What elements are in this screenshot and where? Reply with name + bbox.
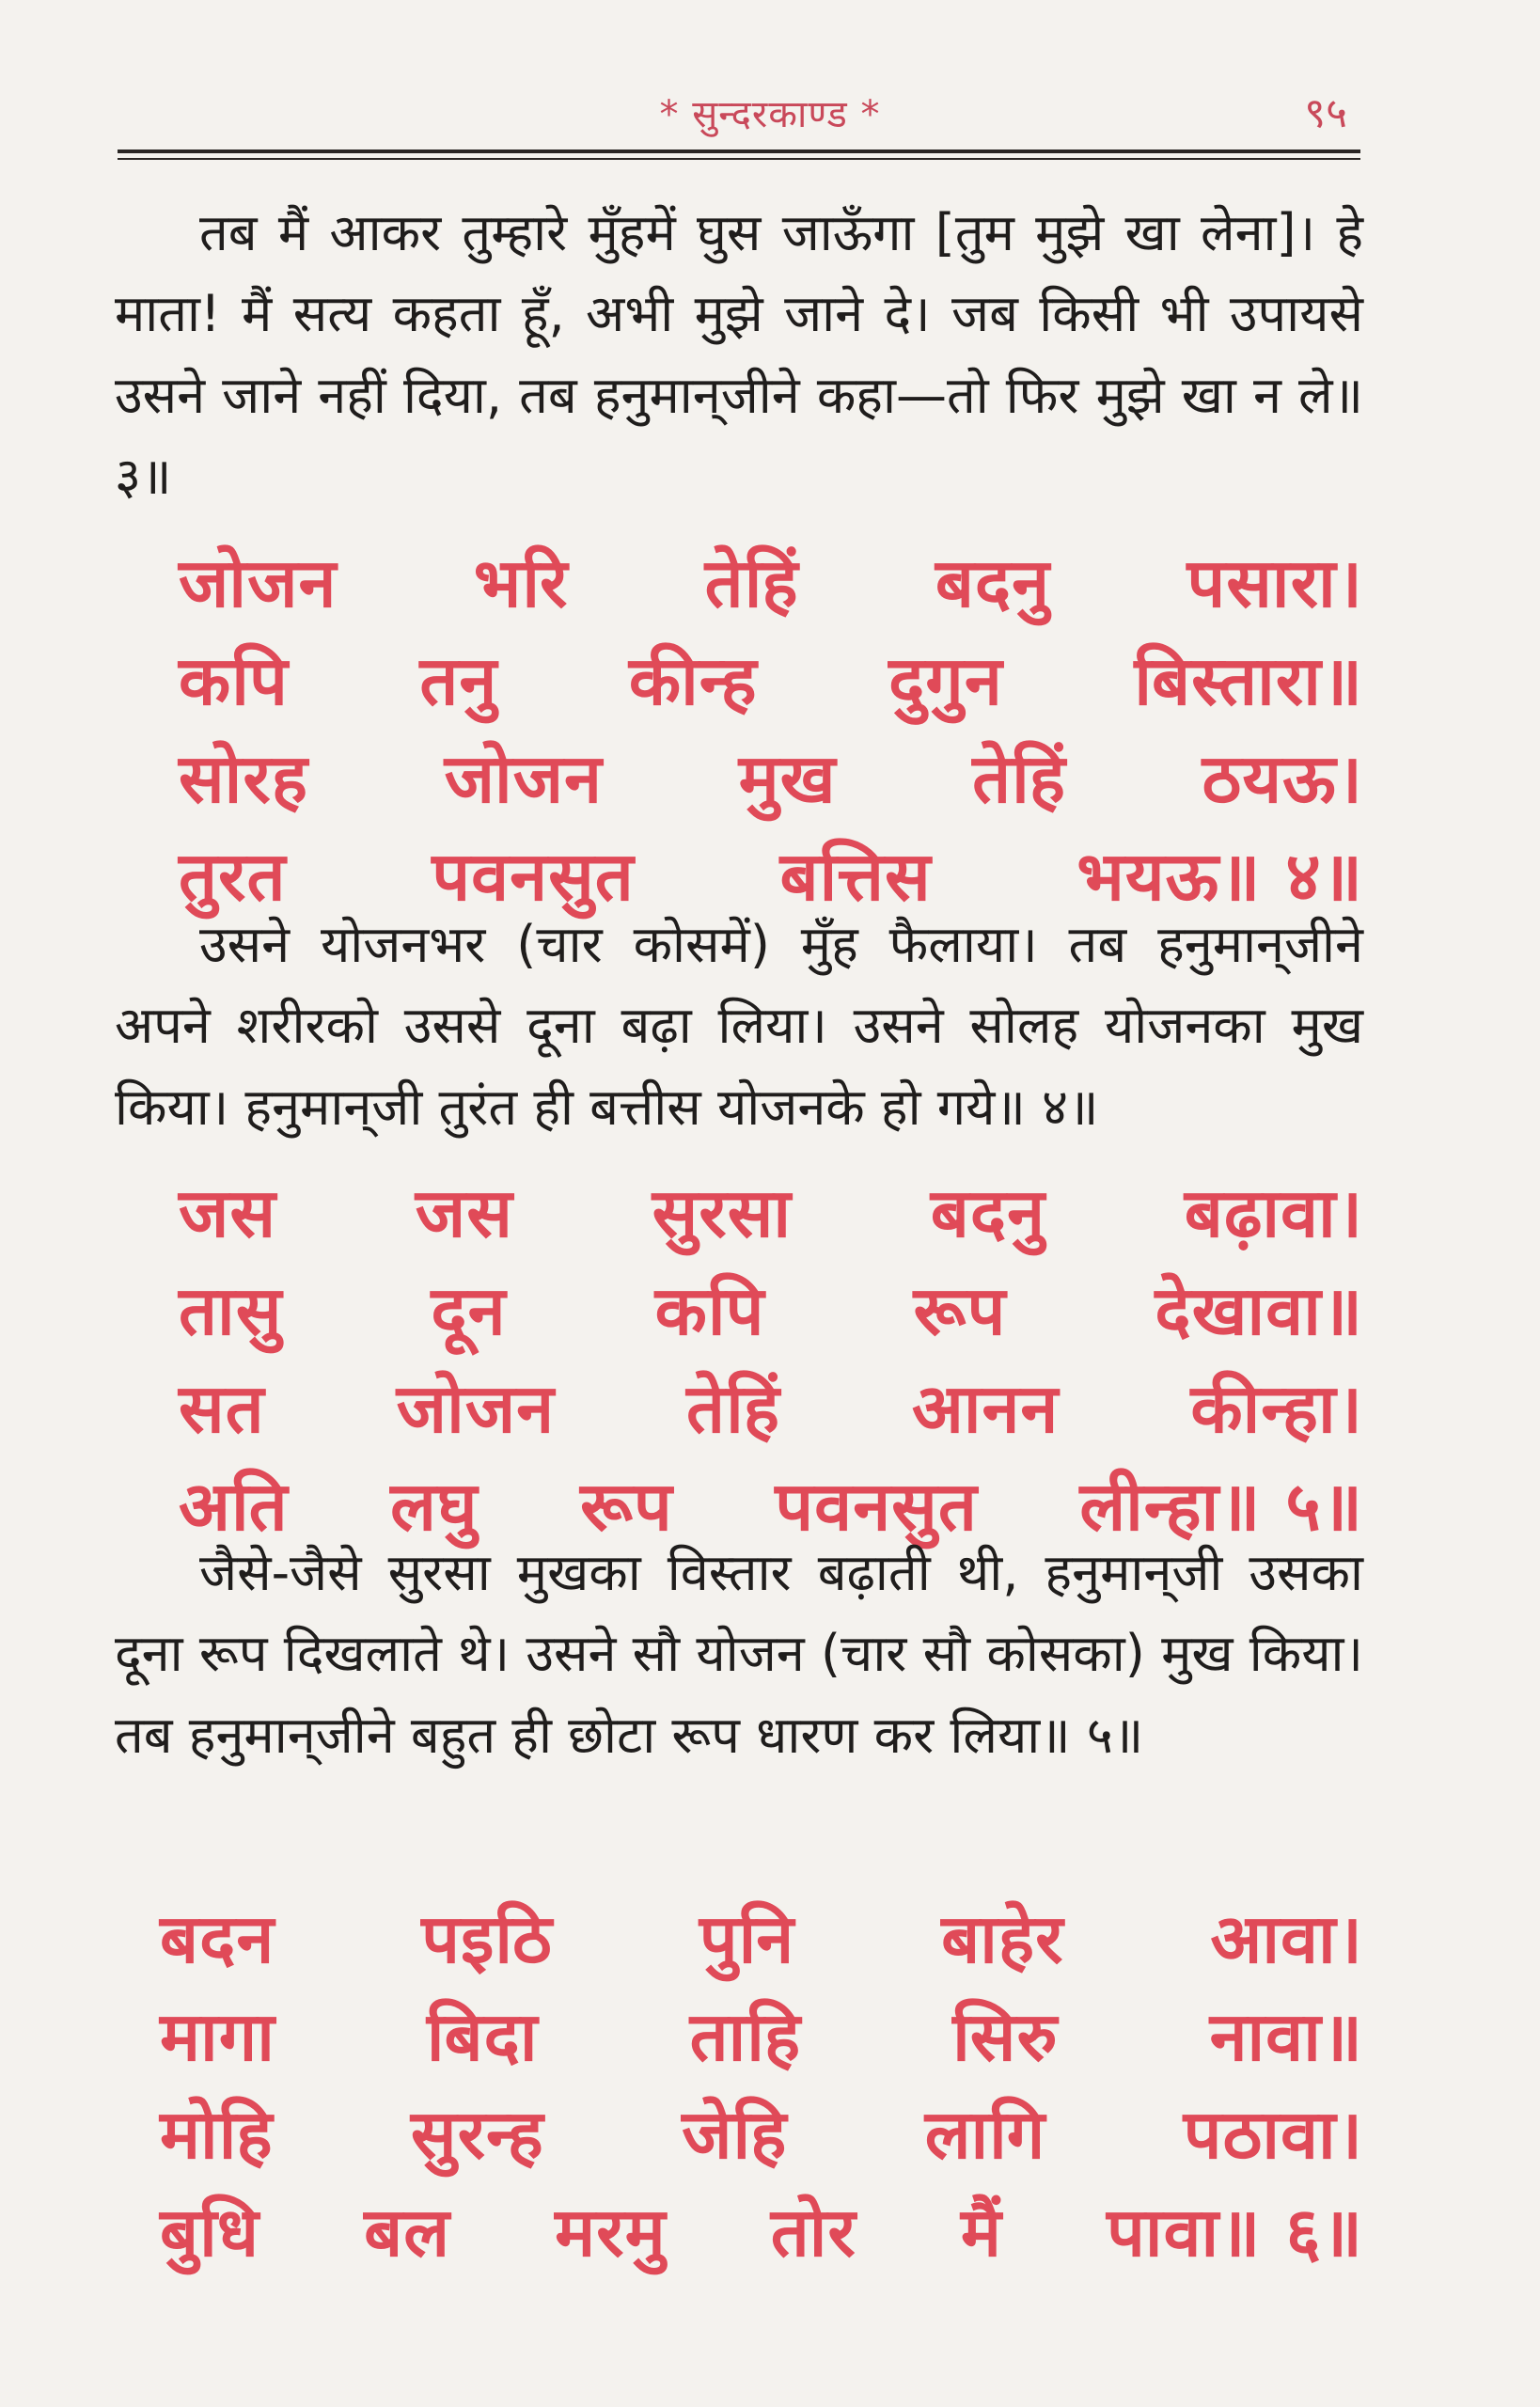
verse-line — [179, 1260, 1363, 1358]
verse-word: जेहि — [682, 2095, 788, 2174]
verse-word: ठयऊ। — [1202, 739, 1363, 818]
verse-word: तोर — [770, 2193, 856, 2272]
verse-line — [160, 2181, 1363, 2279]
verse-word: पवनसुत — [432, 837, 635, 916]
verse-word: तेहिं — [704, 543, 799, 622]
prose-paragraph: उसने योजनभर (चार कोसमें) मुँह फैलाया। तब हनुमान्‌जीने अपने शरीरको उससे दूना बढ़ा लिया। उसने सोलह योजनका मुख किया। हनुमान्‌जी तुरंत ही बत्तीस योजनके हो गये॥ ४॥ — [115, 915, 1363, 1137]
verse-word: जस — [179, 1173, 277, 1252]
verse-word: सुरसा — [652, 1173, 793, 1252]
verse-word: दून — [431, 1271, 507, 1350]
chaupai-verse — [179, 532, 1363, 923]
chaupai-verse — [179, 1162, 1363, 1553]
verse-word: जोजन — [396, 1369, 556, 1448]
verse-word: बदनु — [935, 543, 1051, 622]
verse-word: बल — [364, 2193, 451, 2272]
verse-word: पुनि — [699, 1899, 795, 1978]
verse-word: भयऊ॥ ४॥ — [1076, 837, 1363, 916]
verse-word: तेहिं — [686, 1369, 780, 1448]
prose-paragraph: तब मैं आकर तुम्हारे मुँहमें घुस जाऊँगा [तुम मुझे खा लेना]। हे माता! मैं सत्य कहता हूँ, अभी मुझे जाने दे। जब किसी भी उपायसे उसने जाने नहीं दिया, तब हनुमान्‌जीने कहा—तो फिर मुझे खा न ले॥ ३॥ — [115, 203, 1363, 507]
verse-word: आनन — [911, 1369, 1060, 1448]
verse-word: कपि — [654, 1271, 765, 1350]
verse-line — [160, 1986, 1363, 2084]
verse-word: दुगुन — [888, 641, 1003, 720]
verse-word: सिरु — [952, 1997, 1059, 2076]
chaupai-verse — [160, 1888, 1363, 2279]
verse-word: मोहि — [160, 2095, 274, 2174]
verse-word: पसारा। — [1186, 543, 1363, 622]
verse-word: बिदा — [426, 1997, 539, 2076]
header-rule — [118, 149, 1360, 153]
verse-line — [160, 2084, 1363, 2181]
verse-word: पठावा। — [1183, 2095, 1363, 2174]
verse-word: सोरह — [179, 739, 309, 818]
verse-word: बदन — [160, 1899, 275, 1978]
verse-word: कपि — [179, 641, 289, 720]
verse-word: कीन्ह — [628, 641, 758, 720]
verse-line — [179, 1162, 1363, 1260]
verse-word: आवा। — [1210, 1899, 1363, 1978]
verse-word: कीन्हा। — [1190, 1369, 1363, 1448]
verse-word: नावा॥ — [1209, 1997, 1363, 2076]
verse-word: लीन्हा॥ ५॥ — [1079, 1467, 1363, 1546]
verse-word: जस — [415, 1173, 513, 1252]
verse-word: सत — [179, 1369, 265, 1448]
verse-line — [179, 728, 1363, 826]
verse-word: ताहि — [689, 1997, 802, 2076]
verse-word: मागा — [160, 1997, 275, 2076]
verse-line — [160, 1888, 1363, 1986]
verse-line — [179, 532, 1363, 630]
verse-word: मुख — [738, 739, 837, 818]
prose-paragraph: जैसे-जैसे सुरसा मुखका विस्तार बढ़ाती थी, हनुमान्‌जी उसका दूना रूप दिखलाते थे। उसने सौ योजन (चार सौ कोसका) मुख किया। तब हनुमान्‌जीने बहुत ही छोटा रूप धारण कर लिया॥ ५॥ — [115, 1543, 1363, 1765]
verse-line — [179, 1358, 1363, 1455]
verse-word: देखावा॥ — [1155, 1271, 1363, 1350]
verse-word: तुरत — [179, 837, 287, 916]
running-title: * सुन्दरकाण्ड * — [659, 93, 881, 136]
verse-word: लागि — [924, 2095, 1046, 2174]
verse-word: तेहिं — [972, 739, 1066, 818]
verse-word: भरि — [473, 543, 569, 622]
verse-word: मरमु — [555, 2193, 667, 2272]
verse-word: सुरन्ह — [410, 2095, 544, 2174]
verse-word: जोजन — [444, 739, 604, 818]
verse-word: बाहेर — [941, 1899, 1064, 1978]
verse-word: जोजन — [179, 543, 338, 622]
verse-word: बदनु — [930, 1173, 1046, 1252]
verse-word: रूप — [913, 1271, 1007, 1350]
verse-word: बुधि — [160, 2193, 260, 2272]
verse-word: लघु — [390, 1467, 479, 1546]
page-header — [0, 81, 1540, 147]
verse-word: अति — [179, 1467, 289, 1546]
verse-word: बढ़ावा। — [1184, 1173, 1363, 1252]
verse-word: पइठि — [421, 1899, 553, 1978]
page-number: ९५ — [1304, 89, 1347, 137]
verse-word: बत्तिस — [779, 837, 932, 916]
verse-word: तासु — [179, 1271, 283, 1350]
verse-word: रूप — [579, 1467, 673, 1546]
verse-line — [179, 630, 1363, 728]
verse-word: तनु — [419, 641, 498, 720]
header-rule-thin — [118, 158, 1360, 160]
verse-word: पावा॥ ६॥ — [1106, 2193, 1363, 2272]
verse-word: पवनसुत — [775, 1467, 978, 1546]
verse-word: मैं — [960, 2193, 1002, 2272]
verse-word: बिस्तारा॥ — [1134, 641, 1363, 720]
